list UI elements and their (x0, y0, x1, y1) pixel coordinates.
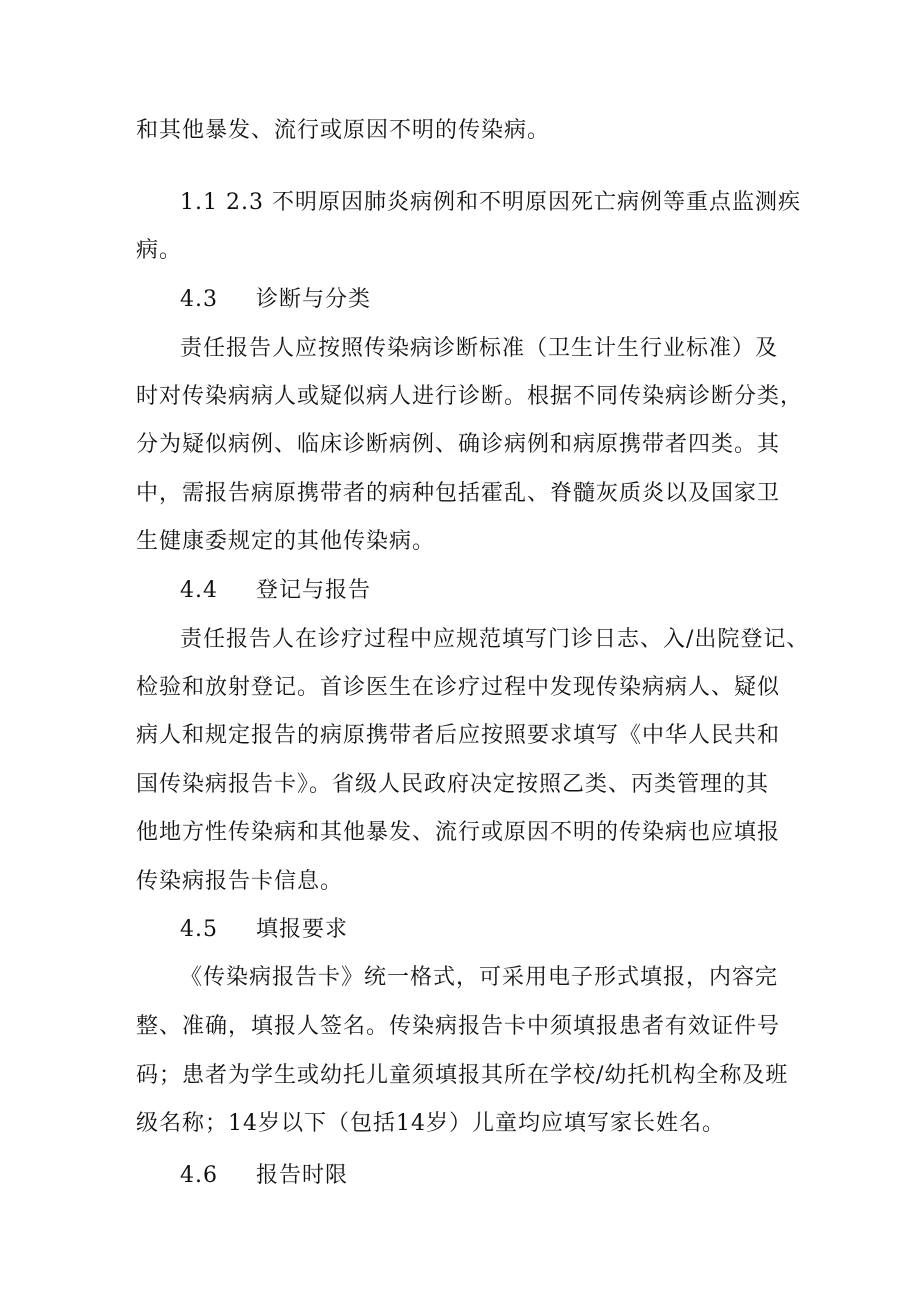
section-number: 4.4 (180, 578, 218, 603)
section-title: 诊断与分类 (256, 287, 372, 312)
paragraph-line: 病。 (136, 238, 183, 263)
paragraph-line: 中，需报告病原携带者的病种包括霍乱、脊髓灰质炎以及国家卫 (136, 481, 781, 506)
paragraph-line: 责任报告人应按照传染病诊断标准（卫生计生行业标准）及 (180, 336, 779, 361)
paragraph-line: 他地方性传染病和其他暴发、流行或原因不明的传染病也应填报 (136, 820, 781, 845)
paragraph-line: 《传染病报告卡》统一格式，可采用电子形式填报，内容完 (180, 965, 779, 990)
paragraph-line: 责任报告人在诊疗过程中应规范填写门诊日志、入/出院登记、 (180, 627, 810, 652)
paragraph-line: 级名称；14岁以下（包括14岁）儿童均应填写家长姓名。 (136, 1111, 725, 1136)
section-number: 4.3 (180, 287, 218, 312)
section-number: 4.6 (180, 1163, 218, 1188)
section-title: 填报要求 (256, 917, 349, 942)
paragraph-line: 病人和规定报告的病原携带者后应按照要求填写《中华人民共和 (136, 723, 781, 748)
section-title: 登记与报告 (256, 578, 372, 603)
section-heading-4-6 (180, 1160, 800, 1192)
paragraph-line: 时对传染病病人或疑似病人进行诊断。根据不同传染病诊断分类， (136, 384, 804, 409)
section-heading-4-4 (180, 575, 800, 607)
section-title: 报告时限 (256, 1163, 349, 1188)
section-heading-4-3 (180, 284, 800, 316)
paragraph-line: 生健康委规定的其他传染病。 (136, 529, 436, 554)
paragraph-line: 传染病报告卡信息。 (136, 869, 344, 894)
paragraph-line: 码；患者为学生或幼托儿童须填报其所在学校/幼托机构全称及班 (136, 1063, 789, 1088)
paragraph-line: 和其他暴发、流行或原因不明的传染病。 (136, 118, 551, 143)
paragraph-line: 分为疑似病例、临床诊断病例、确诊病例和病原携带者四类。其 (136, 432, 781, 457)
section-number: 4.5 (180, 917, 218, 942)
paragraph-line: 国传染病报告卡》。省级人民政府决定按照乙类、丙类管理的其 (136, 772, 770, 797)
section-heading-4-5 (180, 914, 800, 946)
paragraph-line: 检验和放射登记。首诊医生在诊疗过程中发现传染病病人、疑似 (136, 675, 781, 700)
paragraph-line: 1.1 2.3 不明原因肺炎病例和不明原因死亡病例等重点监测疾 (180, 190, 801, 215)
paragraph-line: 整、准确，填报人签名。传染病报告卡中须填报患者有效证件号 (136, 1014, 781, 1039)
